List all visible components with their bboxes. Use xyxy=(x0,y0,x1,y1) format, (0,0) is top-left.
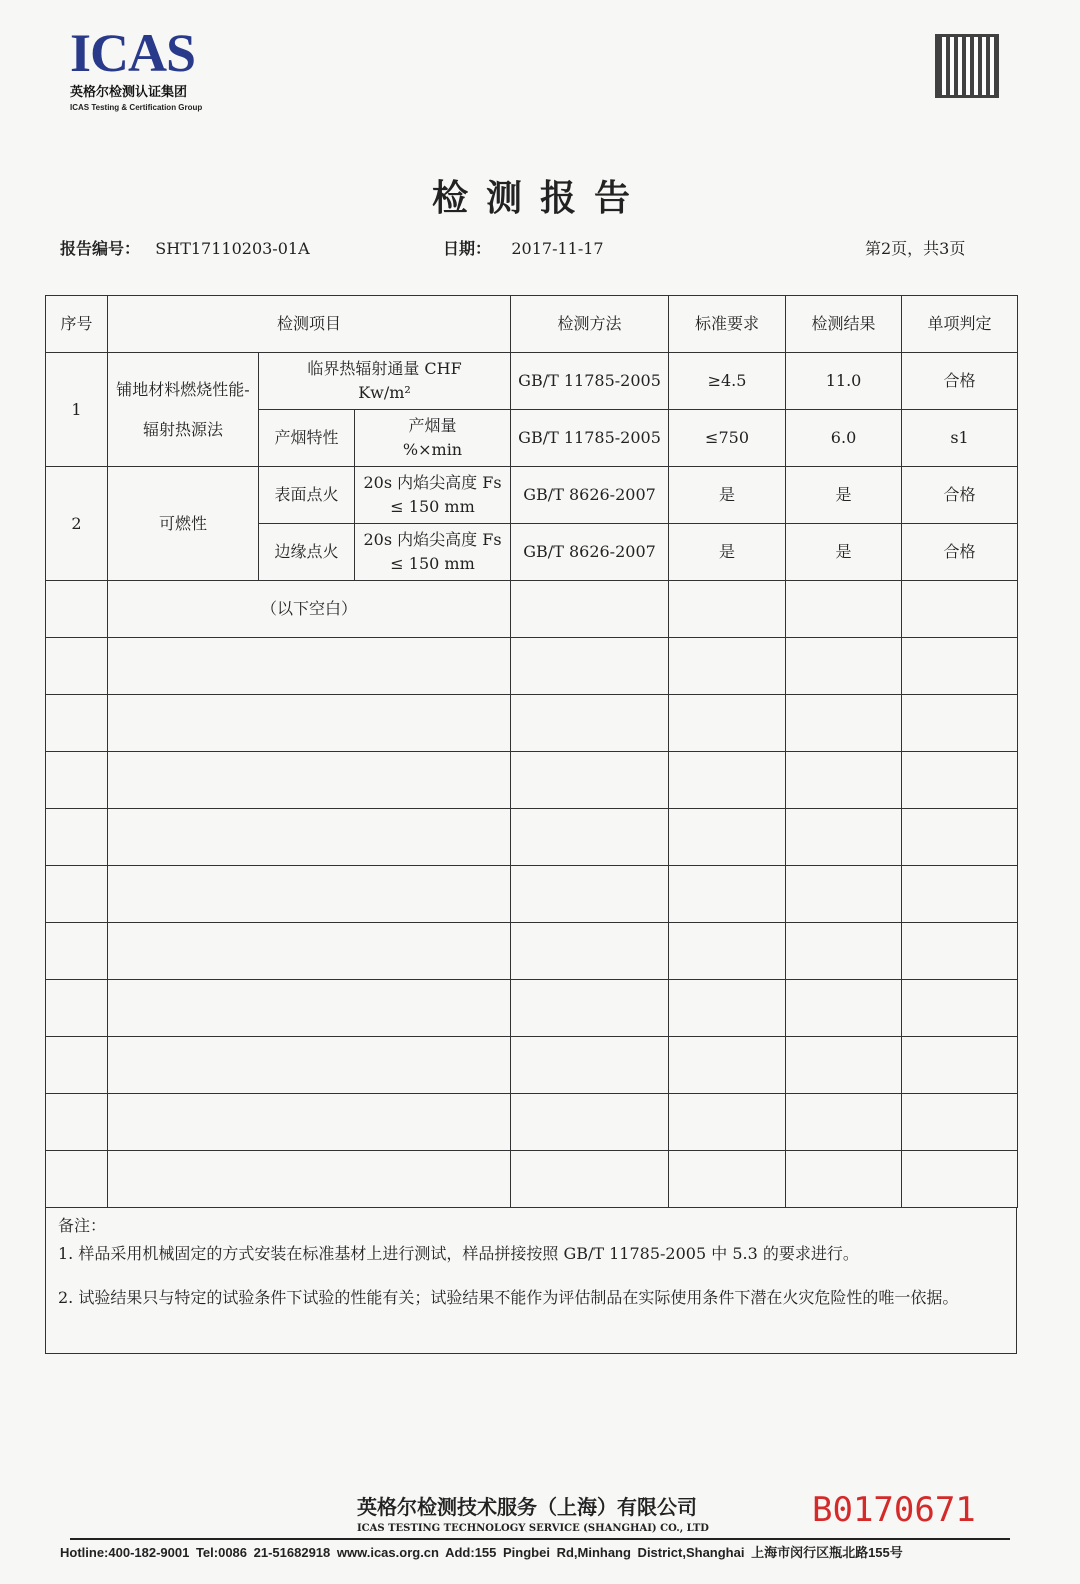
table-row: 1 铺地材料燃烧性能-辐射热源法 临界热辐射通量 CHF Kw/m² GB/T 11785-2005 ≥4.5 11.0 合格 xyxy=(46,353,1018,410)
table-row-empty xyxy=(46,695,1018,752)
table-row-empty xyxy=(46,638,1018,695)
table-row-empty xyxy=(46,1151,1018,1208)
qr-code-icon xyxy=(935,34,999,98)
icas-logo: ICAS 英格尔检测认证集团 ICAS Testing & Certification Group xyxy=(70,23,203,112)
empty-rows xyxy=(46,638,1018,1208)
table-header: 序号 检测项目 检测方法 标准要求 检测结果 单项判定 xyxy=(46,296,1018,353)
table-row: 产烟特性 产烟量 %×min GB/T 11785-2005 ≤750 6.0 s1 xyxy=(46,410,1018,467)
table-row-empty xyxy=(46,1037,1018,1094)
table-row-empty xyxy=(46,1094,1018,1151)
page-title: 检测报告 xyxy=(431,178,648,219)
page-indicator: 第2页，共3页 xyxy=(865,239,966,258)
contact-info: Hotline:400-182-9001 Tel:0086 21-51682918 www.icas.org.cn Add:155 Pingbei Rd,Minhang District,Shanghai 上海市闵行区瓶北路155号 xyxy=(60,1545,903,1560)
company-name-cn: 英格尔检测技术服务（上海）有限公司 xyxy=(357,1495,697,1519)
table-row-empty xyxy=(46,752,1018,809)
table-row-empty xyxy=(46,809,1018,866)
report-body xyxy=(45,295,1017,1354)
table-row-empty xyxy=(46,866,1018,923)
report-date: 日期： 2017-11-17 xyxy=(443,239,604,258)
table-row-empty xyxy=(46,980,1018,1037)
table-row-blank-note: （以下空白） xyxy=(46,581,1018,638)
footer-divider xyxy=(70,1538,1010,1540)
table-row: 边缘点火 20s 内焰尖高度 Fs ≤ 150 mm GB/T 8626-2007 是 是 合格 xyxy=(46,524,1018,581)
table-row: 2 可燃性 表面点火 20s 内焰尖高度 Fs ≤ 150 mm GB/T 8626-2007 是 是 合格 xyxy=(46,467,1018,524)
table-row-empty xyxy=(46,923,1018,980)
company-name-en: ICAS TESTING TECHNOLOGY SERVICE (SHANGHAI) CO., LTD xyxy=(357,1523,709,1534)
remarks: 备注： 1. 样品采用机械固定的方式安装在标准基材上进行测试，样品拼接按照 GB/T 11785-2005 中 5.3 的要求进行。 2. 试验结果只与特定的试验条件下试验的性能有关；试验结果不能作为评估制品在实际使用条件下潜在火灾危险性的唯一依据。 xyxy=(45,1208,1017,1354)
serial-number: B0170671 xyxy=(812,1490,976,1530)
test-results-table xyxy=(45,295,1018,1208)
report-number: 报告编号： SHT17110203-01A xyxy=(60,239,310,258)
